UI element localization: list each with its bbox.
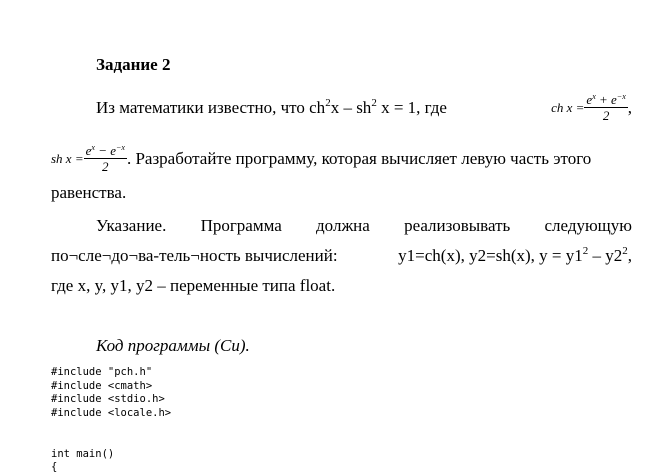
sh-fraction — [84, 143, 127, 174]
code-block — [51, 366, 171, 475]
code-line: #include <stdio.h> — [51, 393, 165, 406]
hint-line-3: где x, y, y1, y2 – переменные типа float. — [51, 276, 336, 295]
hint-word: реализовывать — [404, 216, 511, 235]
task-heading: Задание 2 — [96, 55, 171, 74]
code-line: #include <cmath> — [51, 379, 153, 392]
code-line: #include <locale.h> — [51, 406, 172, 419]
code-line — [51, 434, 171, 448]
sh-denominator: 2 — [102, 159, 109, 174]
hint-sequence-label: по¬сле¬до¬ва-тель¬ность вычислений: — [51, 246, 338, 265]
ch-numerator: $e^x + e^{-x}$ — [586, 92, 626, 107]
code-line: #include "pch.h" — [51, 366, 153, 378]
intro-text: Из математики известно, что $ch^2x - sh^2$ x = 1, где — [96, 96, 447, 117]
sh-formula-lhs: sh x = — [51, 150, 84, 166]
code-line — [51, 420, 171, 434]
ch-formula: ch x = $\frac{e^x + e^{-x}}{2}$ , — [551, 92, 632, 123]
ch-denominator: 2 — [602, 108, 610, 123]
hint-line-1 — [96, 216, 632, 236]
code-line: { — [51, 461, 58, 474]
ch-formula-lhs: ch x = — [551, 99, 585, 115]
paragraph-line-2 — [51, 143, 591, 174]
hint-word: должна — [316, 216, 370, 235]
ch-fraction — [584, 92, 627, 123]
after-sh-text: . Разработайте программу, которая вычисляет левую часть этого — [126, 148, 592, 168]
hint-word: Указание. — [96, 216, 167, 235]
sh-numerator: $e^x - e^{-x}$ — [85, 143, 125, 158]
hint-word: Программа — [200, 216, 282, 235]
paragraph-line-1 — [96, 92, 632, 123]
hint-sequence-formula: y1=ch(x), y2=sh(x), $y = y1^2 - y2^2$, — [398, 245, 632, 265]
hint-word: следующую — [544, 216, 632, 235]
hint-line-2 — [51, 246, 632, 266]
paragraph-line-3: равенства. — [51, 183, 127, 202]
code-line: int main() — [51, 447, 115, 460]
code-heading: Код программы (Си). — [96, 336, 250, 355]
